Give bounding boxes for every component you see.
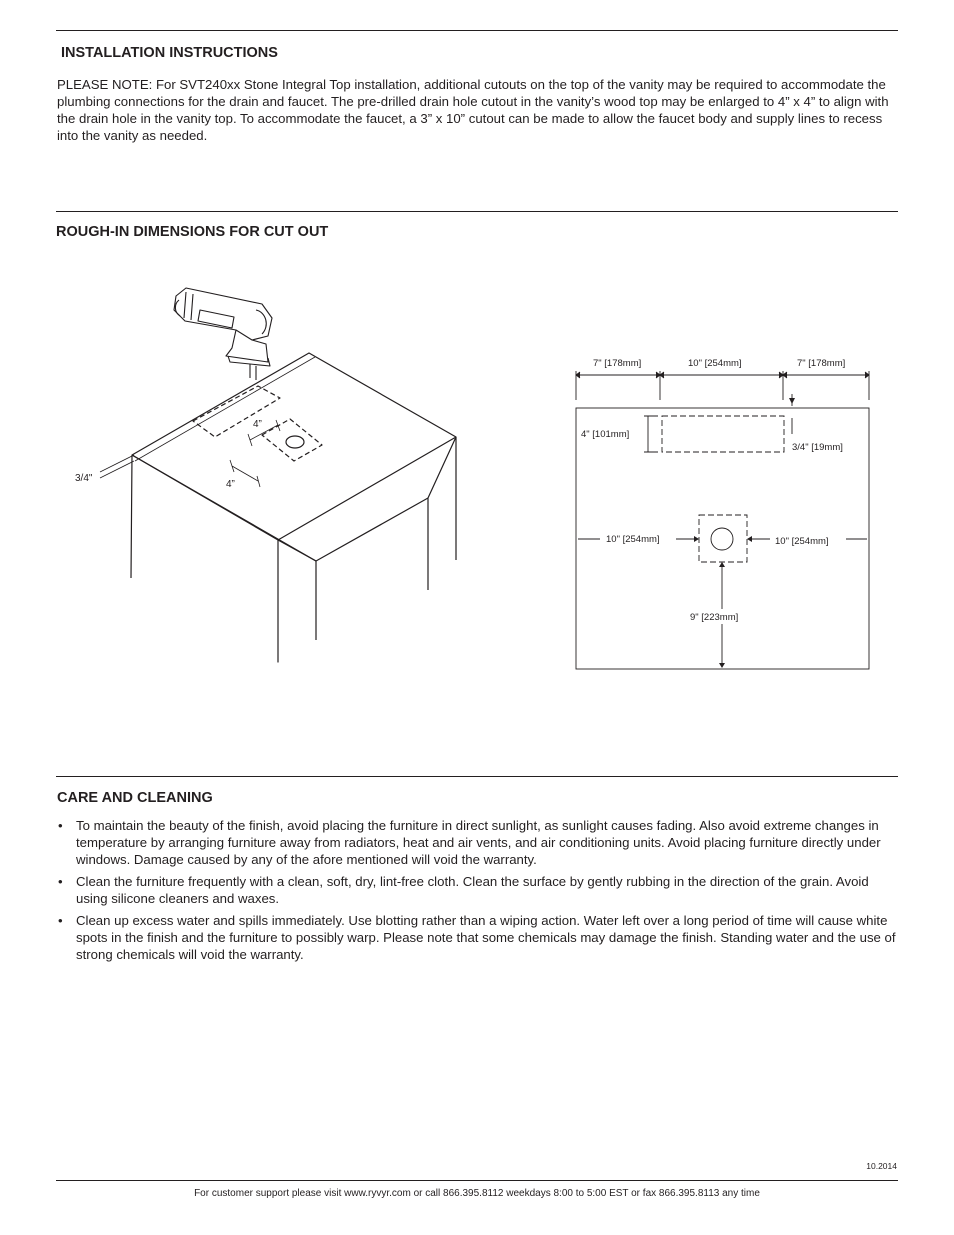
drain-cutout: [699, 515, 747, 562]
jigsaw-icon: [174, 288, 272, 380]
roughin-heading: ROUGH-IN DIMENSIONS FOR CUT OUT: [56, 224, 329, 240]
edge-offset-dim: [100, 455, 134, 478]
care-item: • Clean up excess water and spills immediately. Use blotting rather than a wiping action. Water left over a long period of time will cause white spots in the finish and the furniture to possibly warp. Please note that some chemicals may damage the finish. Standing water and the use of strong chemicals will void the warranty.: [57, 912, 902, 963]
top-dim-line: [576, 371, 869, 400]
vanity-plan-outline: [576, 408, 869, 669]
care-item: • To maintain the beauty of the finish, avoid placing the furniture in direct sunlight, as sunlight causes fading. Also avoid extreme changes in temperature by arranging furniture away from radiators, heat and air vents, and air conditioning units. Avoid placing furniture directly under windows. Damage caused by any of the afore mentioned will void the warranty.: [57, 817, 902, 868]
edge-offset-label: 3/4": [75, 473, 93, 484]
version-label: 10.2014: [866, 1161, 897, 1171]
footer-rule: [56, 1180, 898, 1181]
hole-side-dim: [230, 460, 260, 487]
dim-cutout-height: 4" [101mm]: [581, 429, 630, 440]
care-list: [57, 817, 902, 968]
care-heading: CARE AND CLEANING: [57, 790, 213, 806]
drain-hole: [286, 436, 304, 448]
vanity-left-face: [131, 455, 316, 662]
hole-side-label: 4”: [226, 479, 235, 490]
dim-drain-left: 10" [254mm]: [606, 534, 660, 545]
dim-drain-bottom: 9" [223mm]: [690, 612, 739, 623]
dim-top-right: 7" [178mm]: [797, 358, 846, 369]
installation-note: PLEASE NOTE: For SVT240xx Stone Integral Top installation, additional cutouts on the top of the vanity may be required to accommodate the plumbing connections for the drain and faucet. The pre-drilled drain hole cutout in the vanity’s wood top may be enlarged to 4” x 4” to align with the drain hole in the vanity top. To accommodate the faucet, a 3” x 10” cutout can be made to allow the faucet body and supply lines to recess into the vanity as needed.: [57, 77, 889, 143]
care-item: • Clean the furniture frequently with a clean, soft, dry, lint-free cloth. Clean the surface by gently rubbing in the direction of the grain. Avoid using silicone cleaners and waxes.: [57, 873, 902, 907]
hole-top-label: 4”: [253, 419, 262, 430]
roughin-rule: [56, 211, 898, 212]
dim-cutout-offset: 3/4" [19mm]: [792, 442, 843, 453]
top-rule: [56, 30, 898, 31]
footer-support-text: For customer support please visit www.ryvyr.com or call 866.395.8112 weekdays 8:00 to 5:00 EST or fax 866.395.8113 any time: [194, 1188, 760, 1199]
care-rule: [56, 776, 898, 777]
faucet-cutout-outline: [193, 386, 280, 437]
edge-offset-line: [135, 357, 315, 461]
drain-cutout-outline: [262, 419, 322, 461]
vanity-top-outline: [132, 353, 456, 540]
vanity-right-face: [278, 437, 456, 590]
faucet-cutout: [662, 416, 784, 452]
dim-top-middle: 10" [254mm]: [688, 358, 742, 369]
dim-top-left: 7" [178mm]: [593, 358, 642, 369]
installation-heading: INSTALLATION INSTRUCTIONS: [61, 45, 278, 61]
hole-top-dim: [248, 420, 280, 446]
dim-drain-right: 10" [254mm]: [775, 536, 829, 547]
drain-circle: [711, 528, 733, 550]
